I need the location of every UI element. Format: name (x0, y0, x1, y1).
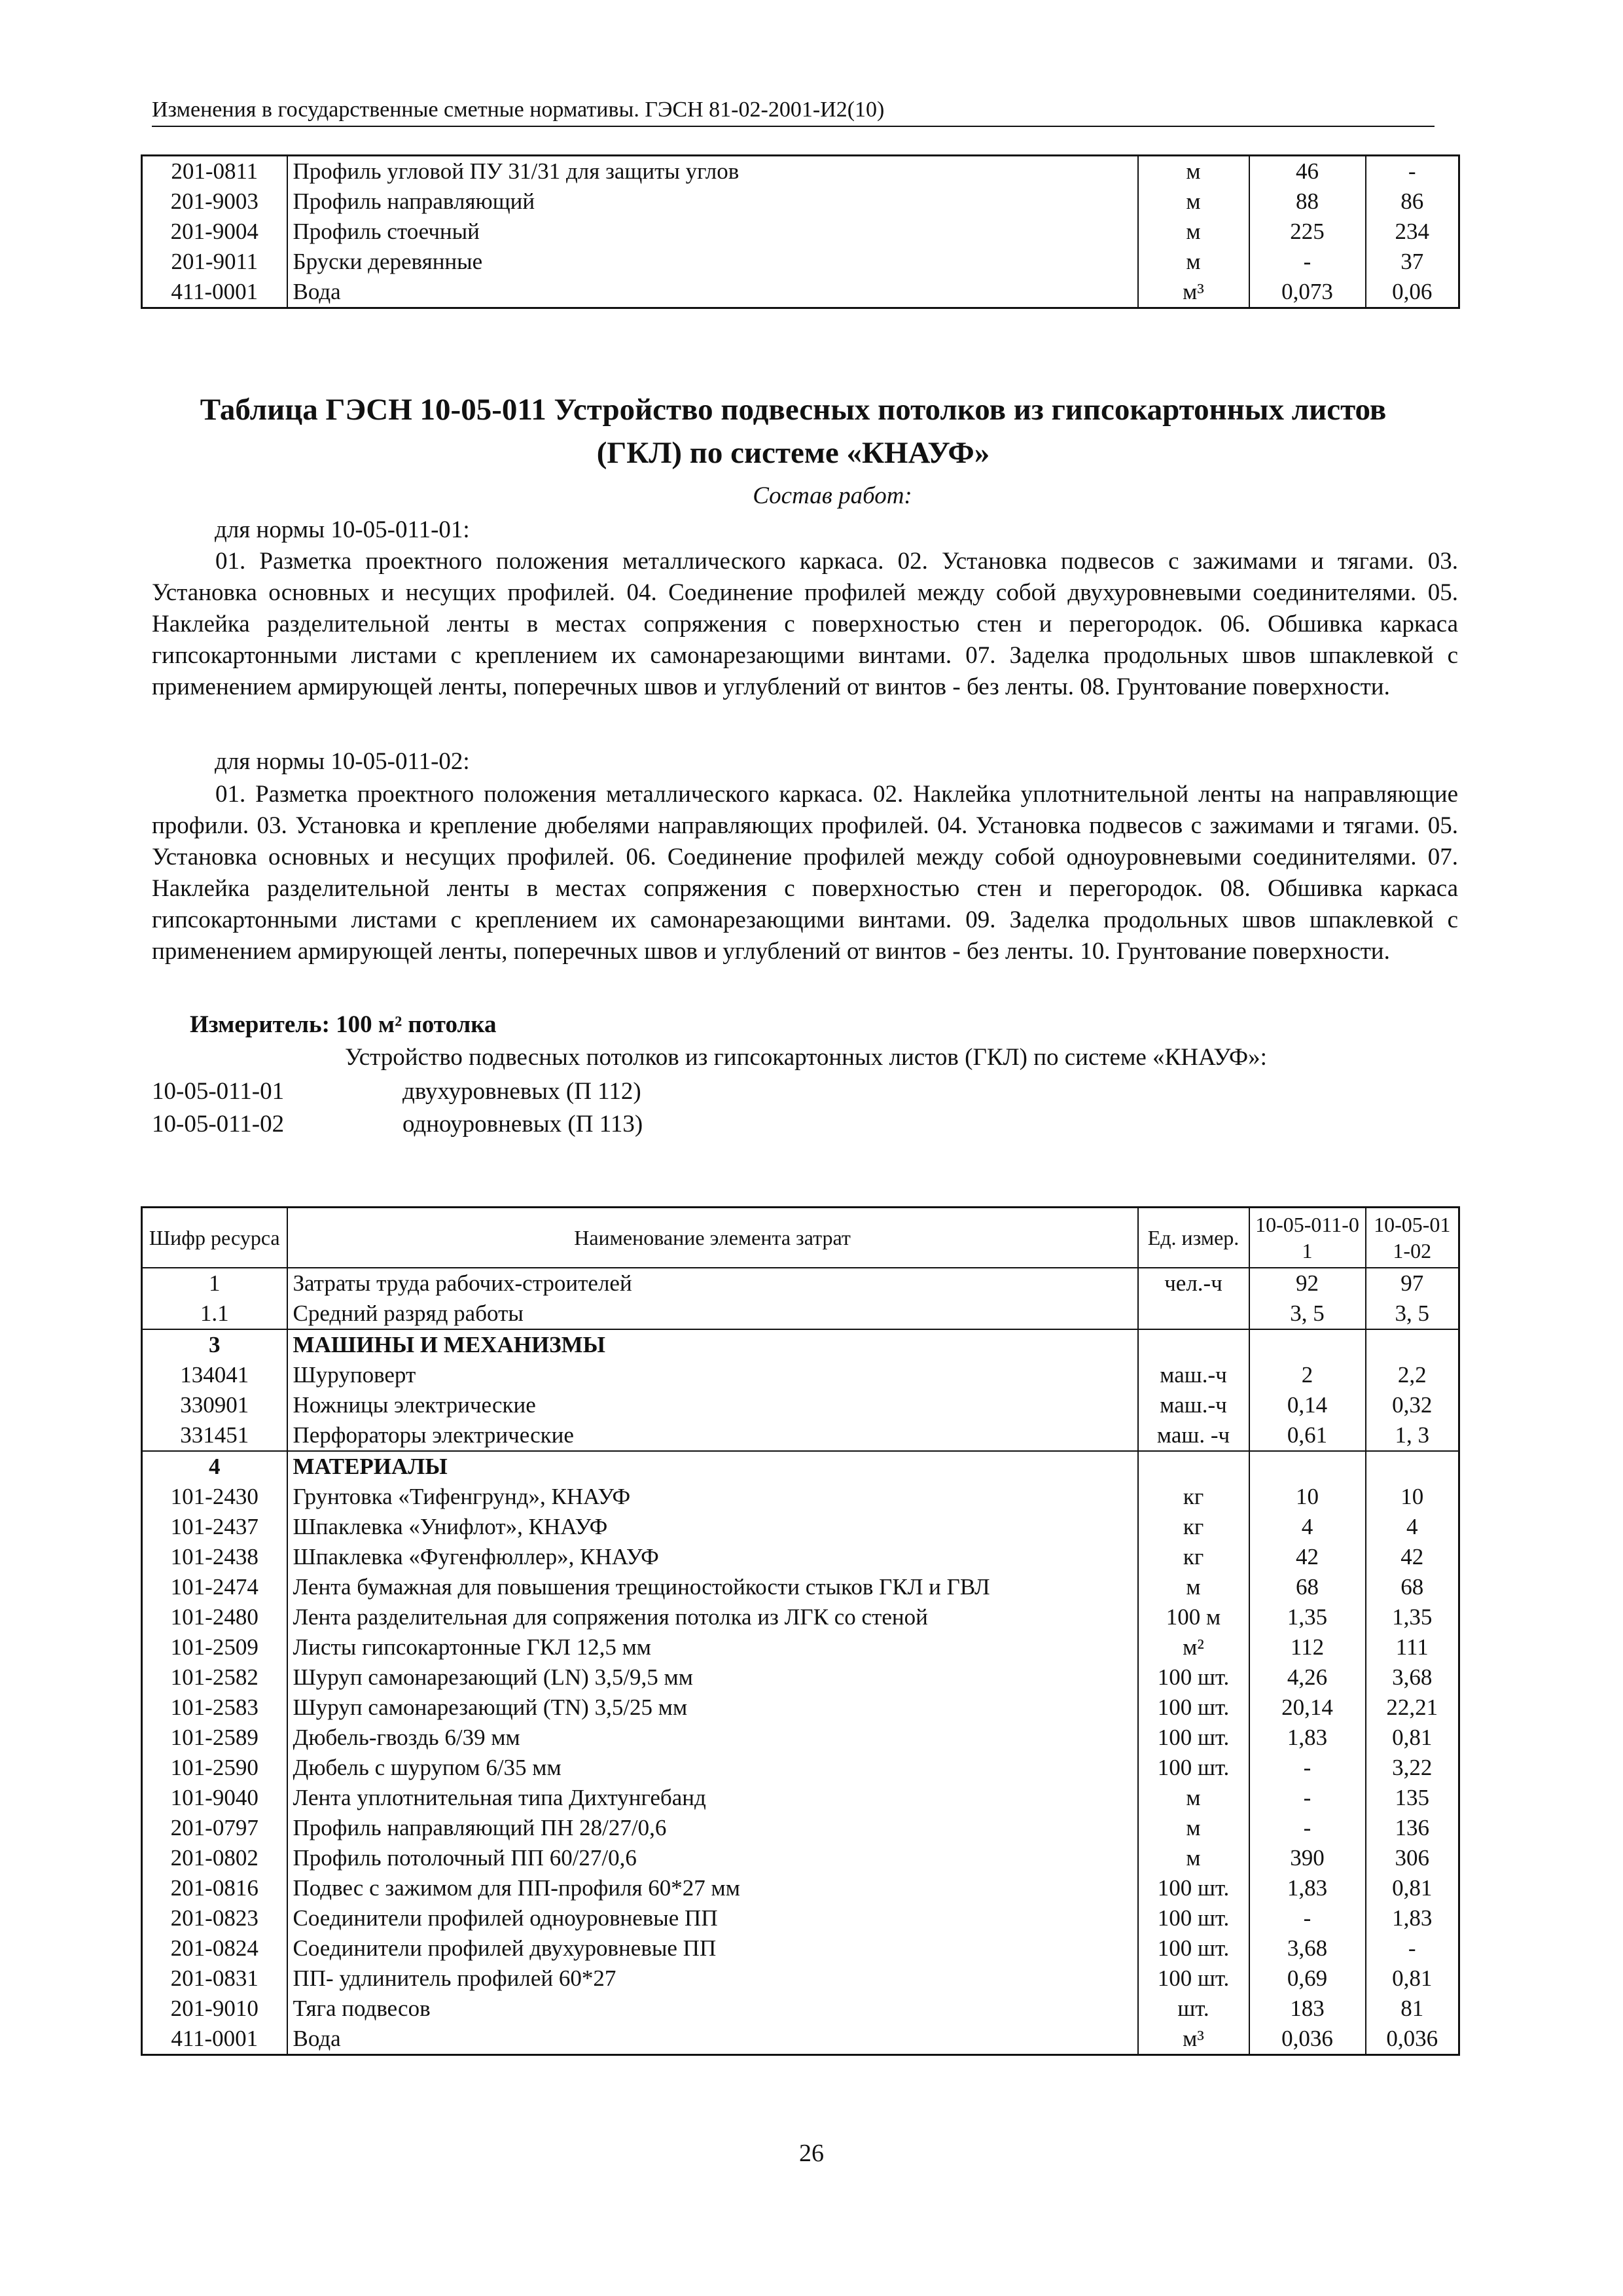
header-norm-2: 10-05-011-02 (1366, 1208, 1459, 1268)
cell-unit: м² (1138, 1632, 1249, 1662)
cell-value-1: 3,68 (1249, 1933, 1366, 1964)
main-table-row (142, 1843, 1459, 1873)
running-header: Изменения в государственные сметные нормативы. ГЭСН 81-02-2001-И2(10) (152, 97, 1435, 127)
cell-code: 134041 (180, 1362, 249, 1388)
cell-code: 201-0816 (170, 1875, 259, 1901)
main-table-row (142, 1933, 1459, 1964)
cell-code: 201-9004 (170, 219, 259, 244)
cell-code: 411-0001 (171, 279, 259, 304)
cell-value-2: 2,2 (1366, 1360, 1459, 1390)
main-table-row (142, 1994, 1459, 2024)
main-table-row (142, 1268, 1459, 1299)
cell-code: 4 (142, 1451, 287, 1482)
cell-code: 201-9011 (171, 249, 259, 274)
cell-name: Перфораторы электрические (287, 1420, 1138, 1451)
cell-code: 1.1 (200, 1300, 229, 1326)
cell-code: 101-2589 (170, 1725, 259, 1750)
main-table-row (142, 1512, 1459, 1542)
cell-value-1: 0,69 (1249, 1964, 1366, 1994)
cell-value-2: 0,32 (1366, 1390, 1459, 1420)
cell-unit: м (1138, 1843, 1249, 1873)
cell-code: 201-0831 (170, 1965, 259, 1991)
cell-name: ПП- удлинитель профилей 60*27 (287, 1964, 1138, 1994)
cell-value-1: - (1249, 247, 1366, 277)
cell-value-2: 1,83 (1366, 1903, 1459, 1933)
main-table-row (142, 1482, 1459, 1512)
meter-code-2: 10-05-011-02 (152, 1111, 285, 1138)
cell-value-1 (1249, 1451, 1366, 1482)
cell-code: 411-0001 (171, 2026, 259, 2051)
cell-code: 101-2437 (170, 1514, 259, 1539)
cell-name: Шпаклевка «Фугенфюллер», КНАУФ (287, 1542, 1138, 1572)
cell-value-1: 1,83 (1249, 1873, 1366, 1903)
cell-value-1: 2 (1249, 1360, 1366, 1390)
cell-code: 3 (142, 1329, 287, 1360)
cell-value-2: 86 (1366, 187, 1459, 217)
cell-unit: м (1138, 1572, 1249, 1602)
cell-name: Шуруп самонарезающий (LN) 3,5/9,5 мм (287, 1662, 1138, 1693)
cell-name: Профиль потолочный ПП 60/27/0,6 (287, 1843, 1138, 1873)
cell-value-2: 0,06 (1366, 277, 1459, 308)
cell-value-1: 4 (1249, 1512, 1366, 1542)
main-table-row (142, 1602, 1459, 1632)
cell-unit (1138, 1299, 1249, 1329)
cell-unit: 100 шт. (1138, 1753, 1249, 1783)
cell-value-1: 20,14 (1249, 1693, 1366, 1723)
main-table-row (142, 1753, 1459, 1783)
cell-value-1: 390 (1249, 1843, 1366, 1873)
cell-unit: м³ (1138, 2024, 1249, 2055)
norm-2-description: 01. Разметка проектного положения металлического каркаса. 02. Наклейка уплотнительной ленты на направляющие профили. 03. Установка и крепление дюбелями направляющих профилей. 04. Установка подвесов с зажимами и тягами. 05. Установка основных и несущих профилей. 06. Соединение профилей между собой одноуровневыми соединителями. 07. Наклейка разделительной ленты в местах сопряжения с поверхностью стен и перегородок. 08. Обшивка каркаса гипсокартонными листами с креплением их самонарезающими винтами. 09. Заделка продольных швов шпаклевкой с применением армирующей ленты, поперечных швов и углублений от винтов - без ленты. 10. Грунтование поверхности. (152, 781, 1458, 965)
cell-code: 101-2474 (170, 1574, 259, 1600)
cell-value-2: 306 (1366, 1843, 1459, 1873)
main-table-row (142, 1723, 1459, 1753)
cell-name: Ножницы электрические (287, 1390, 1138, 1420)
main-table-row (142, 1329, 1459, 1360)
cell-name: Дюбель-гвоздь 6/39 мм (287, 1723, 1138, 1753)
cell-value-2 (1366, 1451, 1459, 1482)
cell-value-2: - (1366, 1933, 1459, 1964)
cell-unit: м (1138, 156, 1249, 187)
cell-value-2: 136 (1366, 1813, 1459, 1843)
cell-unit: кг (1138, 1512, 1249, 1542)
cell-name: Бруски деревянные (287, 247, 1138, 277)
main-table-row (142, 1693, 1459, 1723)
cell-unit: кг (1138, 1482, 1249, 1512)
meter-description: Устройство подвесных потолков из гипсокартонных листов (ГКЛ) по системе «КНАУФ»: (345, 1044, 1267, 1071)
table-title-line-2: (ГКЛ) по системе «КНАУФ» (596, 436, 990, 470)
top-table-row (142, 247, 1459, 277)
cell-value-2: 0,81 (1366, 1873, 1459, 1903)
cell-value-1 (1249, 1329, 1366, 1360)
cell-value-1: 1,35 (1249, 1602, 1366, 1632)
cell-name: Затраты труда рабочих-строителей (287, 1268, 1138, 1299)
cell-code: 101-2430 (170, 1484, 259, 1509)
cell-value-1: 225 (1249, 217, 1366, 247)
cell-name: Подвес с зажимом для ПП-профиля 60*27 мм (287, 1873, 1138, 1903)
table-title-line-1: Таблица ГЭСН 10-05-011 Устройство подвесных потолков из гипсокартонных листов (200, 393, 1387, 427)
cell-unit: 100 шт. (1138, 1693, 1249, 1723)
cell-name: Листы гипсокартонные ГКЛ 12,5 мм (287, 1632, 1138, 1662)
cell-unit: 100 шт. (1138, 1873, 1249, 1903)
norm-1-label: для нормы 10-05-011-01: (215, 516, 470, 543)
cell-name: Вода (287, 277, 1138, 308)
cell-value-1: - (1249, 1783, 1366, 1813)
cell-value-2: 97 (1366, 1268, 1459, 1299)
cell-name: МАТЕРИАЛЫ (287, 1451, 1138, 1482)
cell-unit: м (1138, 247, 1249, 277)
cell-value-1: 88 (1249, 187, 1366, 217)
main-table-row (142, 1390, 1459, 1420)
cell-value-1: 3, 5 (1249, 1299, 1366, 1329)
main-table-row (142, 1662, 1459, 1693)
cell-name: Средний разряд работы (287, 1299, 1138, 1329)
norm-1-description: 01. Разметка проектного положения металлического каркаса. 02. Установка подвесов с зажимами и тягами. 03. Установка основных и несущих профилей. 04. Соединение профилей между собой двухуровневыми соединителями. 05. Наклейка разделительной ленты в местах сопряжения с поверхностью стен и перегородок. 06. Обшивка каркаса гипсокартонными листами с креплением их самонарезающими винтами. 07. Заделка продольных швов шпаклевкой с применением армирующей ленты, поперечных швов и углублений от винтов - без ленты. 08. Грунтование поверхности. (152, 548, 1458, 700)
cell-code: 201-9003 (170, 188, 259, 214)
cell-unit: маш. -ч (1138, 1420, 1249, 1451)
cell-code: 101-9040 (170, 1785, 259, 1810)
cell-value-1: 68 (1249, 1572, 1366, 1602)
header-norm-1: 10-05-011-01 (1249, 1208, 1366, 1268)
top-table-row (142, 187, 1459, 217)
cell-code: 101-2590 (170, 1755, 259, 1780)
cell-value-2: 3,22 (1366, 1753, 1459, 1783)
cell-name: Вода (287, 2024, 1138, 2055)
cell-name: Шпаклевка «Унифлот», КНАУФ (287, 1512, 1138, 1542)
cell-code: 101-2583 (170, 1695, 259, 1720)
main-table-row (142, 1873, 1459, 1903)
norm-2-label: для нормы 10-05-011-02: (215, 748, 470, 775)
cell-value-1: - (1249, 1813, 1366, 1843)
cell-value-2 (1366, 1329, 1459, 1360)
cell-name: Профиль направляющий (287, 187, 1138, 217)
cell-code: 101-2582 (170, 1664, 259, 1690)
cell-value-1: 1,83 (1249, 1723, 1366, 1753)
cell-unit: м (1138, 187, 1249, 217)
cell-unit: м (1138, 217, 1249, 247)
main-table-row (142, 1964, 1459, 1994)
cell-code: 201-0811 (171, 158, 259, 184)
resource-table (141, 1206, 1460, 2056)
cell-name: Соединители профилей одноуровневые ПП (287, 1903, 1138, 1933)
cell-name: Дюбель с шурупом 6/35 мм (287, 1753, 1138, 1783)
cell-code: 201-9010 (170, 1996, 259, 2021)
main-table-row (142, 1903, 1459, 1933)
continuation-table (141, 154, 1460, 309)
header-unit: Ед. измер. (1138, 1208, 1249, 1268)
cell-code: 330901 (180, 1392, 249, 1418)
top-table-row (142, 156, 1459, 187)
cell-value-2: 37 (1366, 247, 1459, 277)
cell-unit: 100 шт. (1138, 1933, 1249, 1964)
cell-value-2: 81 (1366, 1994, 1459, 2024)
cell-unit: маш.-ч (1138, 1360, 1249, 1390)
cell-value-1: 0,073 (1249, 277, 1366, 308)
cell-unit: 100 шт. (1138, 1903, 1249, 1933)
cell-value-2: 42 (1366, 1542, 1459, 1572)
cell-value-2: 111 (1366, 1632, 1459, 1662)
main-table-row (142, 1420, 1459, 1451)
cell-value-1: 4,26 (1249, 1662, 1366, 1693)
cell-code: 101-2438 (170, 1544, 259, 1570)
cell-value-2: 1, 3 (1366, 1420, 1459, 1451)
top-table-row (142, 217, 1459, 247)
cell-value-1: 0,036 (1249, 2024, 1366, 2055)
cell-unit: 100 шт. (1138, 1723, 1249, 1753)
cell-code: 201-0824 (170, 1935, 259, 1961)
cell-code: 101-2480 (170, 1604, 259, 1630)
cell-name: Профиль направляющий ПН 28/27/0,6 (287, 1813, 1138, 1843)
cell-value-1: - (1249, 1753, 1366, 1783)
cell-value-2: 22,21 (1366, 1693, 1459, 1723)
main-table-row (142, 1299, 1459, 1329)
meter-name-2: одноуровневых (П 113) (402, 1111, 643, 1138)
work-composition-heading: Состав работ: (753, 482, 912, 509)
cell-value-1: 42 (1249, 1542, 1366, 1572)
cell-value-1: 46 (1249, 156, 1366, 187)
main-table-row (142, 2024, 1459, 2055)
cell-value-2: 3, 5 (1366, 1299, 1459, 1329)
cell-unit: чел.-ч (1138, 1268, 1249, 1299)
cell-name: МАШИНЫ И МЕХАНИЗМЫ (287, 1329, 1138, 1360)
cell-value-2: 10 (1366, 1482, 1459, 1512)
main-table-row (142, 1572, 1459, 1602)
cell-name: Профиль угловой ПУ 31/31 для защиты углов (287, 156, 1138, 187)
cell-name: Шуруп самонарезающий (TN) 3,5/25 мм (287, 1693, 1138, 1723)
cell-unit: 100 шт. (1138, 1964, 1249, 1994)
cell-value-1: 0,61 (1249, 1420, 1366, 1451)
cell-code: 331451 (180, 1422, 249, 1448)
cell-code: 1 (209, 1270, 221, 1296)
cell-value-2: 0,81 (1366, 1723, 1459, 1753)
cell-unit: маш.-ч (1138, 1390, 1249, 1420)
cell-name: Лента разделительная для сопряжения потолка из ЛГК со стеной (287, 1602, 1138, 1632)
cell-value-2: 3,68 (1366, 1662, 1459, 1693)
cell-unit: 100 шт. (1138, 1662, 1249, 1693)
cell-name: Профиль стоечный (287, 217, 1138, 247)
cell-unit (1138, 1329, 1249, 1360)
cell-value-1: 10 (1249, 1482, 1366, 1512)
cell-unit: м³ (1138, 277, 1249, 308)
cell-value-2: - (1366, 156, 1459, 187)
cell-code: 101-2509 (170, 1634, 259, 1660)
top-table-row (142, 277, 1459, 308)
table-header-row (142, 1208, 1459, 1268)
page-number: 26 (799, 2140, 824, 2167)
cell-value-2: 1,35 (1366, 1602, 1459, 1632)
cell-value-1: 0,14 (1249, 1390, 1366, 1420)
cell-name: Лента уплотнительная типа Дихтунгебанд (287, 1783, 1138, 1813)
cell-name: Соединители профилей двухуровневые ПП (287, 1933, 1138, 1964)
main-table-row (142, 1813, 1459, 1843)
cell-name: Тяга подвесов (287, 1994, 1138, 2024)
main-table-row (142, 1783, 1459, 1813)
cell-code: 201-0797 (170, 1815, 259, 1840)
cell-value-2: 68 (1366, 1572, 1459, 1602)
cell-value-2: 135 (1366, 1783, 1459, 1813)
cell-code: 201-0802 (170, 1845, 259, 1871)
main-table-row (142, 1542, 1459, 1572)
cell-name: Шуруповерт (287, 1360, 1138, 1390)
cell-value-1: - (1249, 1903, 1366, 1933)
cell-code: 201-0823 (170, 1905, 259, 1931)
cell-value-2: 0,81 (1366, 1964, 1459, 1994)
main-table-row (142, 1451, 1459, 1482)
cell-name: Грунтовка «Тифенгрунд», КНАУФ (287, 1482, 1138, 1512)
cell-unit (1138, 1451, 1249, 1482)
cell-unit: м (1138, 1783, 1249, 1813)
cell-value-2: 234 (1366, 217, 1459, 247)
cell-value-1: 92 (1249, 1268, 1366, 1299)
meter-name-1: двухуровневых (П 112) (402, 1078, 641, 1105)
header-code: Шифр ресурса (142, 1208, 287, 1268)
meter-code-1: 10-05-011-01 (152, 1078, 285, 1105)
main-table-row (142, 1632, 1459, 1662)
cell-value-2: 4 (1366, 1512, 1459, 1542)
cell-unit: шт. (1138, 1994, 1249, 2024)
cell-value-1: 112 (1249, 1632, 1366, 1662)
cell-name: Лента бумажная для повышения трещиностойкости стыков ГКЛ и ГВЛ (287, 1572, 1138, 1602)
meter-label: Измеритель: 100 м² потолка (190, 1011, 497, 1038)
header-name: Наименование элемента затрат (287, 1208, 1138, 1268)
cell-unit: 100 м (1138, 1602, 1249, 1632)
cell-value-2: 0,036 (1366, 2024, 1459, 2055)
cell-unit: м (1138, 1813, 1249, 1843)
cell-value-1: 183 (1249, 1994, 1366, 2024)
main-table-row (142, 1360, 1459, 1390)
cell-unit: кг (1138, 1542, 1249, 1572)
